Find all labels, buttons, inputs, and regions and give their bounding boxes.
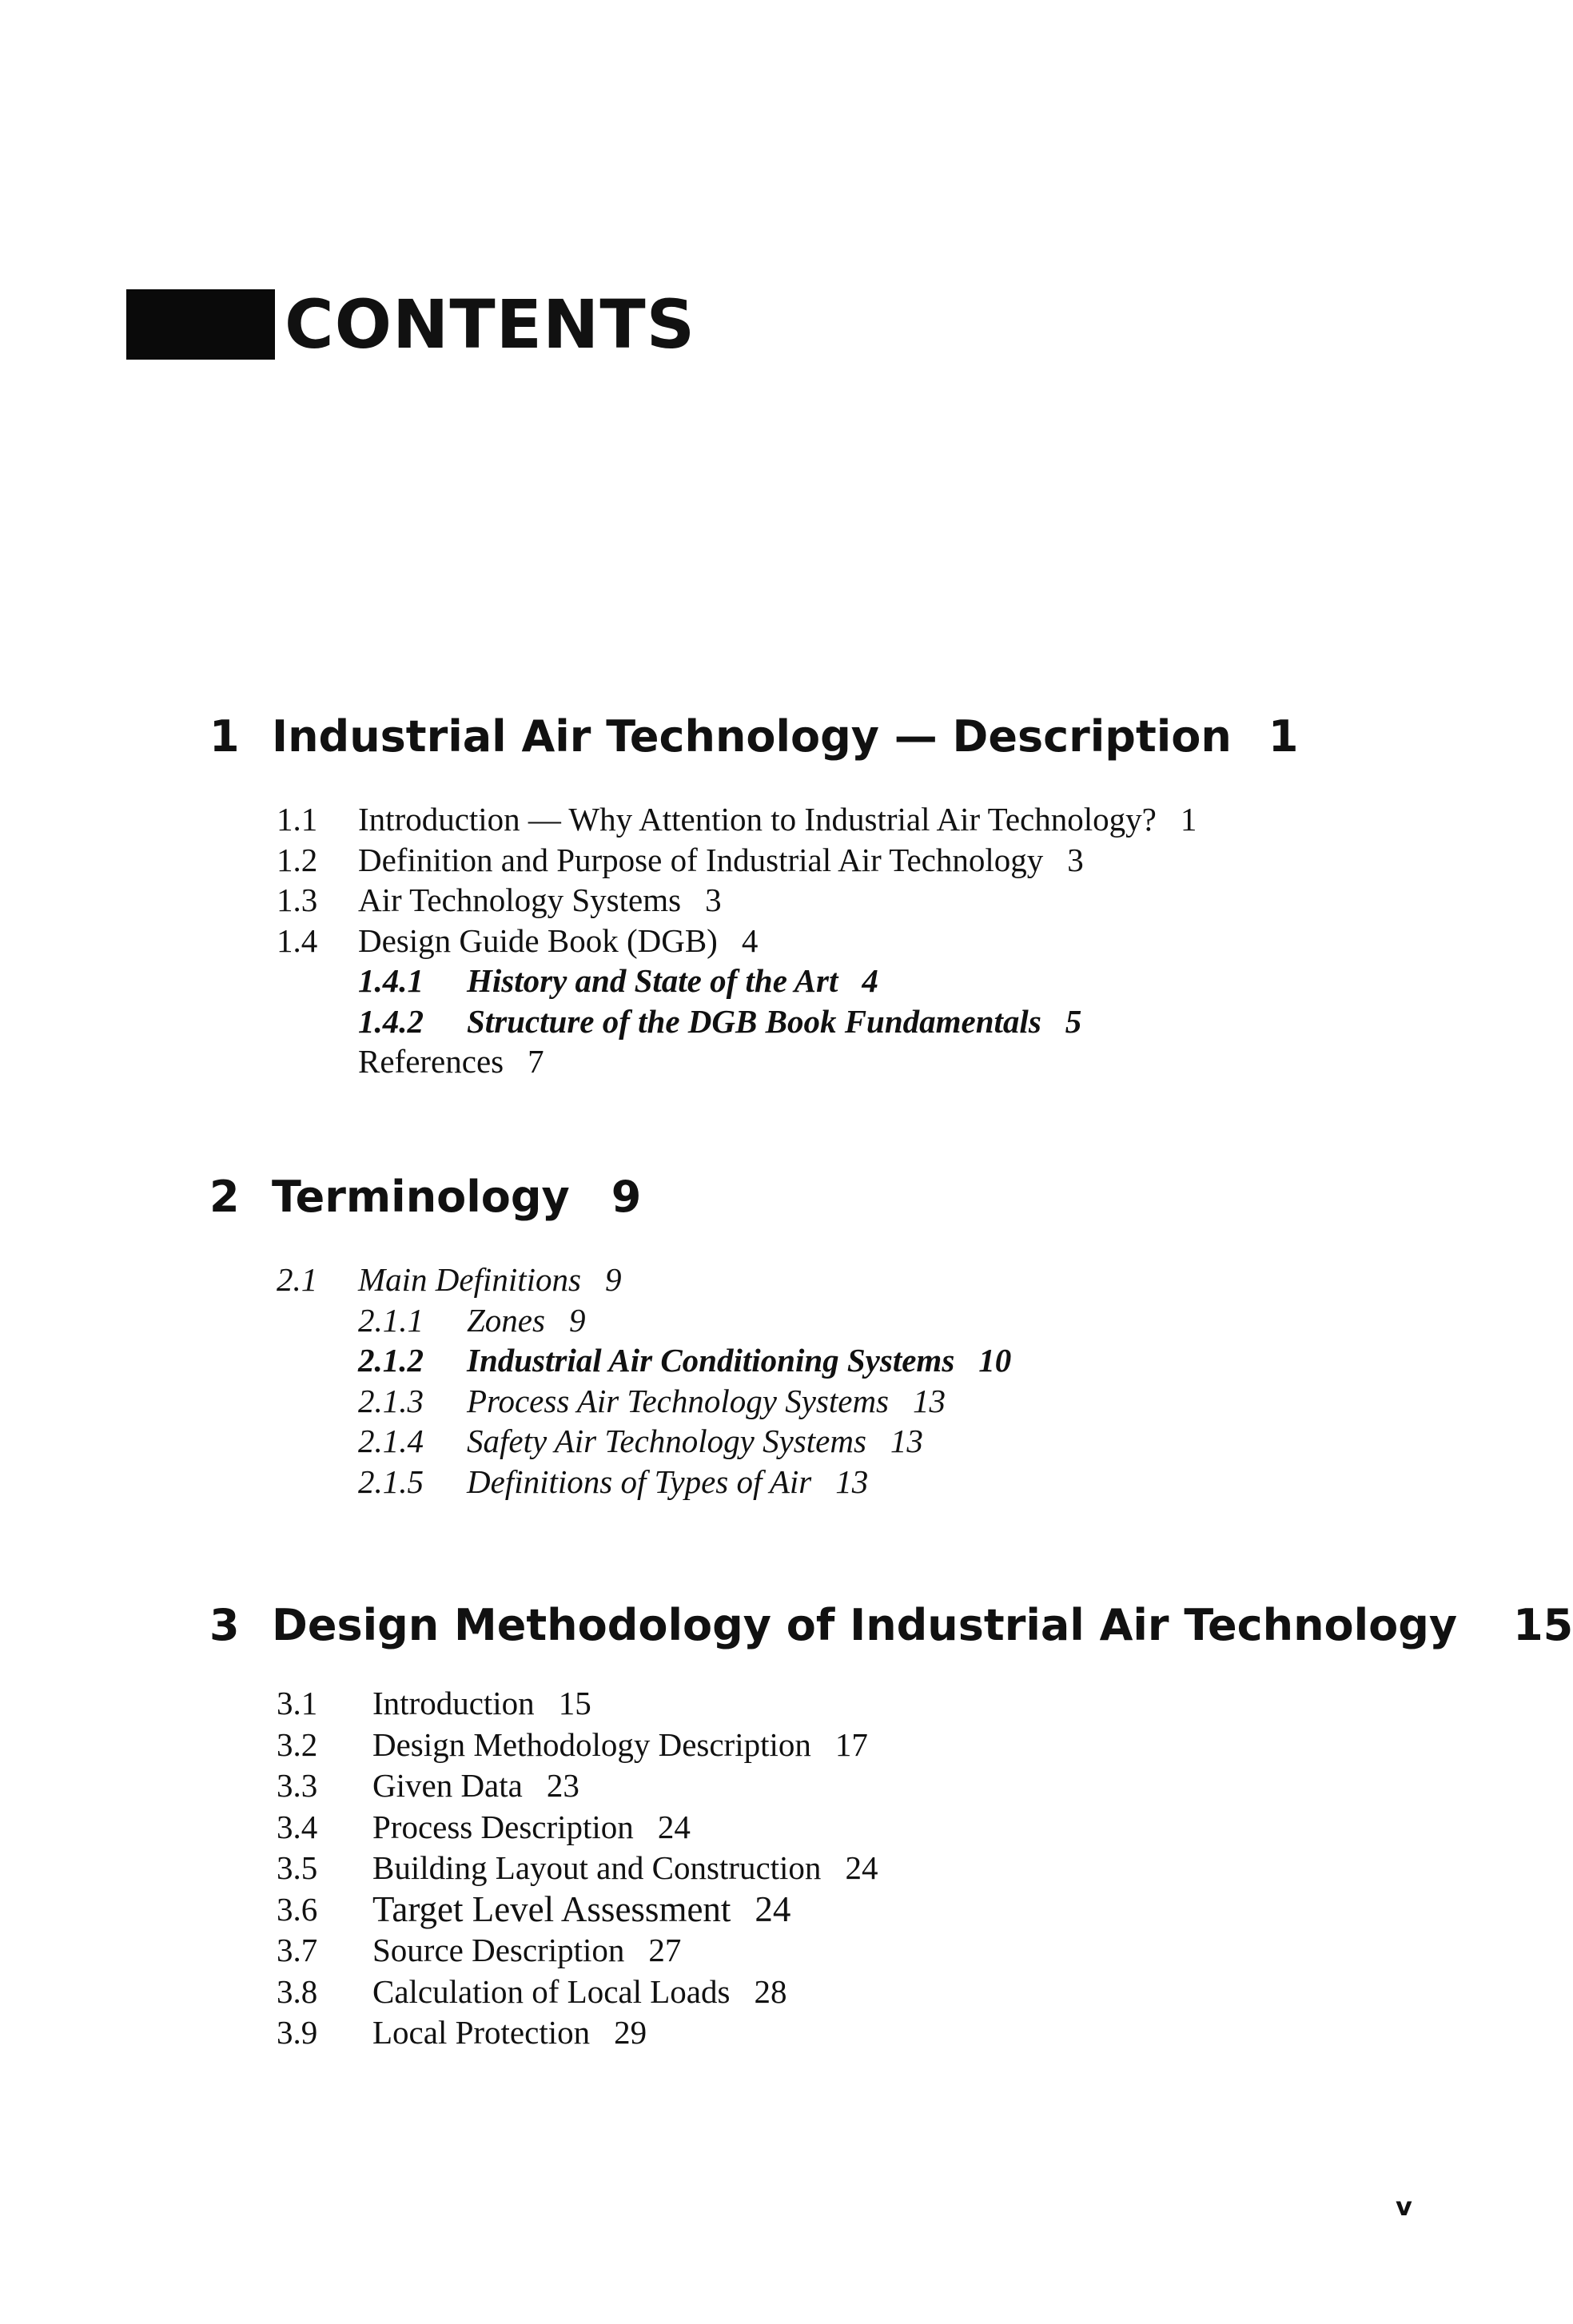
entry-number: 1.2	[277, 841, 318, 878]
entry-title: Main Definitions	[358, 1261, 582, 1298]
chapter-heading	[0, 1600, 1573, 1659]
entry-title-line	[467, 1381, 946, 1422]
toc-entry[interactable]	[0, 1683, 1522, 1725]
entry-number: 3.9	[277, 2014, 318, 2051]
entry-number: 3.3	[277, 1767, 318, 1804]
entry-title-line	[467, 1300, 585, 1341]
entry-title-line	[467, 1001, 1081, 1042]
entry-title-line	[358, 1259, 622, 1300]
entry-page: 24	[755, 1888, 791, 1929]
entry-title: Target Level Assessment	[372, 1888, 731, 1929]
entry-title: History and State of the Art	[467, 962, 838, 999]
entry-title: Process Air Technology Systems	[467, 1382, 890, 1419]
entry-title: Definition and Purpose of Industrial Air Technology	[358, 841, 1044, 878]
entry-title: Structure of the DGB Book Fundamentals	[467, 1002, 1041, 1040]
entry-title: Calculation of Local Loads	[372, 1972, 731, 2010]
toc-entry[interactable]	[0, 2012, 1522, 2054]
contents-heading: CONTENTS	[285, 285, 696, 364]
toc-entry[interactable]	[0, 840, 1522, 881]
entry-page: 9	[568, 1301, 586, 1339]
chapter-heading	[0, 711, 1522, 770]
entry-number: 3.5	[277, 1849, 318, 1886]
entry-page: 27	[648, 1932, 682, 1968]
entry-title: Zones	[467, 1301, 545, 1339]
entry-page: 10	[978, 1342, 1012, 1379]
entry-title-line	[372, 1683, 591, 1725]
toc-entry[interactable]	[0, 1807, 1522, 1848]
chapter-page: 1	[1268, 711, 1299, 762]
entry-title: Source Description	[372, 1932, 625, 1968]
entry-title-line	[372, 1889, 790, 1931]
toc-entries	[0, 1259, 1522, 1502]
entry-title-line	[372, 2012, 647, 2054]
entry-page: 1	[1180, 801, 1197, 838]
entry-title-line	[358, 799, 1197, 840]
entry-title: References	[358, 1043, 504, 1080]
entry-title: Design Methodology Description	[372, 1725, 811, 1763]
entry-number: 3.7	[277, 1932, 318, 1968]
entry-number: 1.1	[277, 801, 318, 838]
entry-page: 17	[834, 1725, 868, 1763]
chapter-1	[0, 711, 1522, 1082]
entry-title-line	[467, 1462, 868, 1502]
entry-number: 3.4	[277, 1808, 318, 1845]
entry-number: 2.1.1	[358, 1301, 424, 1339]
chapter-heading	[0, 1172, 1522, 1231]
chapter-page: 15	[1513, 1600, 1573, 1650]
chapter-title-line	[272, 1600, 1573, 1650]
entry-title: Given Data	[372, 1767, 523, 1804]
page-number: v	[1396, 2191, 1412, 2222]
entry-number: 3.6	[277, 1890, 318, 1928]
chapter-3	[0, 1600, 1573, 2054]
entry-title-line	[358, 921, 758, 961]
entry-title: Safety Air Technology Systems	[467, 1423, 866, 1459]
toc-subentry[interactable]	[0, 961, 1522, 1001]
entry-page: 7	[528, 1043, 544, 1080]
entry-title: Introduction — Why Attention to Industrial Air Technology?	[358, 801, 1157, 838]
entry-page: 13	[913, 1382, 946, 1419]
chapter-title: Industrial Air Technology — Description	[272, 711, 1232, 762]
toc-subentry[interactable]	[0, 1340, 1522, 1381]
entry-number: 2.1.5	[358, 1462, 424, 1500]
entry-title-line	[372, 1848, 878, 1889]
entry-title-line	[467, 1340, 1011, 1381]
entry-page: 15	[558, 1685, 591, 1721]
toc-entry[interactable]	[0, 1848, 1522, 1889]
page-title	[126, 285, 695, 364]
entry-title: Air Technology Systems	[358, 881, 682, 918]
entry-title: Local Protection	[372, 2014, 591, 2051]
entry-number: 2.1.4	[358, 1423, 424, 1459]
entry-page: 24	[657, 1808, 691, 1845]
heading-bar-decoration	[126, 289, 275, 360]
entry-title: Introduction	[372, 1685, 535, 1721]
entry-page: 29	[614, 2014, 647, 2051]
entry-page: 5	[1065, 1002, 1082, 1040]
entry-number: 3.2	[277, 1725, 318, 1763]
entry-number: 2.1.3	[358, 1382, 424, 1419]
entry-number: 1.3	[277, 881, 318, 918]
toc-entry[interactable]	[0, 921, 1522, 961]
entry-page: 3	[705, 881, 722, 918]
chapter-page: 9	[611, 1172, 642, 1222]
entry-title: Building Layout and Construction	[372, 1849, 822, 1886]
entry-number: 1.4.2	[358, 1002, 424, 1040]
entry-title-line	[372, 1972, 786, 2013]
entry-number: 3.8	[277, 1972, 318, 2010]
entry-page: 3	[1067, 841, 1084, 878]
toc-entry[interactable]	[0, 1259, 1522, 1300]
toc-entry[interactable]	[0, 880, 1522, 921]
entry-title: Design Guide Book (DGB)	[358, 921, 718, 959]
chapter-number: 2	[209, 1172, 240, 1222]
entry-number: 1.4.1	[358, 962, 424, 999]
toc-entry[interactable]	[0, 1765, 1522, 1807]
toc-subentry[interactable]	[0, 1300, 1522, 1341]
toc-entry-references[interactable]	[0, 1041, 1522, 1082]
entry-title-line	[358, 880, 722, 921]
entry-number: 2.1.2	[358, 1342, 424, 1379]
entry-page: 13	[890, 1423, 923, 1459]
chapter-number: 3	[209, 1600, 240, 1650]
chapter-number: 1	[209, 711, 240, 762]
toc-entry[interactable]	[0, 1972, 1522, 2013]
entry-page: 24	[845, 1849, 878, 1886]
entry-title-line	[372, 1930, 681, 1972]
toc-entry[interactable]	[0, 1930, 1522, 1972]
toc-subentry[interactable]	[0, 1462, 1522, 1502]
entry-title: Industrial Air Conditioning Systems	[467, 1342, 955, 1379]
entry-page: 9	[605, 1261, 622, 1298]
entry-title-line	[372, 1765, 579, 1807]
entry-title: Process Description	[372, 1808, 634, 1845]
chapter-2	[0, 1172, 1522, 1502]
entry-title-line	[372, 1807, 691, 1848]
entry-title-line	[467, 961, 878, 1001]
entry-number: 1.4	[277, 921, 318, 959]
entry-title-line	[467, 1421, 923, 1462]
chapter-title-line	[272, 711, 1298, 762]
entry-page: 23	[546, 1767, 579, 1804]
entry-number: 2.1	[277, 1261, 318, 1298]
entry-title: Definitions of Types of Air	[467, 1462, 812, 1500]
toc-entry[interactable]	[0, 799, 1522, 840]
entry-page: 28	[754, 1972, 787, 2010]
chapter-title-line	[272, 1172, 641, 1222]
toc-subentry[interactable]	[0, 1001, 1522, 1042]
entry-title-line	[372, 1725, 868, 1766]
chapter-title: Design Methodology of Industrial Air Technology	[272, 1600, 1458, 1650]
toc-entries	[0, 799, 1522, 1082]
chapter-title: Terminology	[272, 1172, 570, 1222]
toc-entries	[0, 1683, 1522, 2054]
entry-title-line	[358, 840, 1084, 881]
entry-page: 13	[835, 1462, 869, 1500]
toc-subentry[interactable]	[0, 1421, 1522, 1462]
entry-page: 4	[862, 962, 878, 999]
toc-entry[interactable]	[0, 1725, 1522, 1766]
entry-number: 3.1	[277, 1685, 318, 1721]
toc-entry[interactable]	[0, 1889, 1522, 1931]
toc-subentry[interactable]	[0, 1381, 1522, 1422]
entry-page: 4	[741, 921, 759, 959]
entry-title-line	[358, 1041, 544, 1082]
